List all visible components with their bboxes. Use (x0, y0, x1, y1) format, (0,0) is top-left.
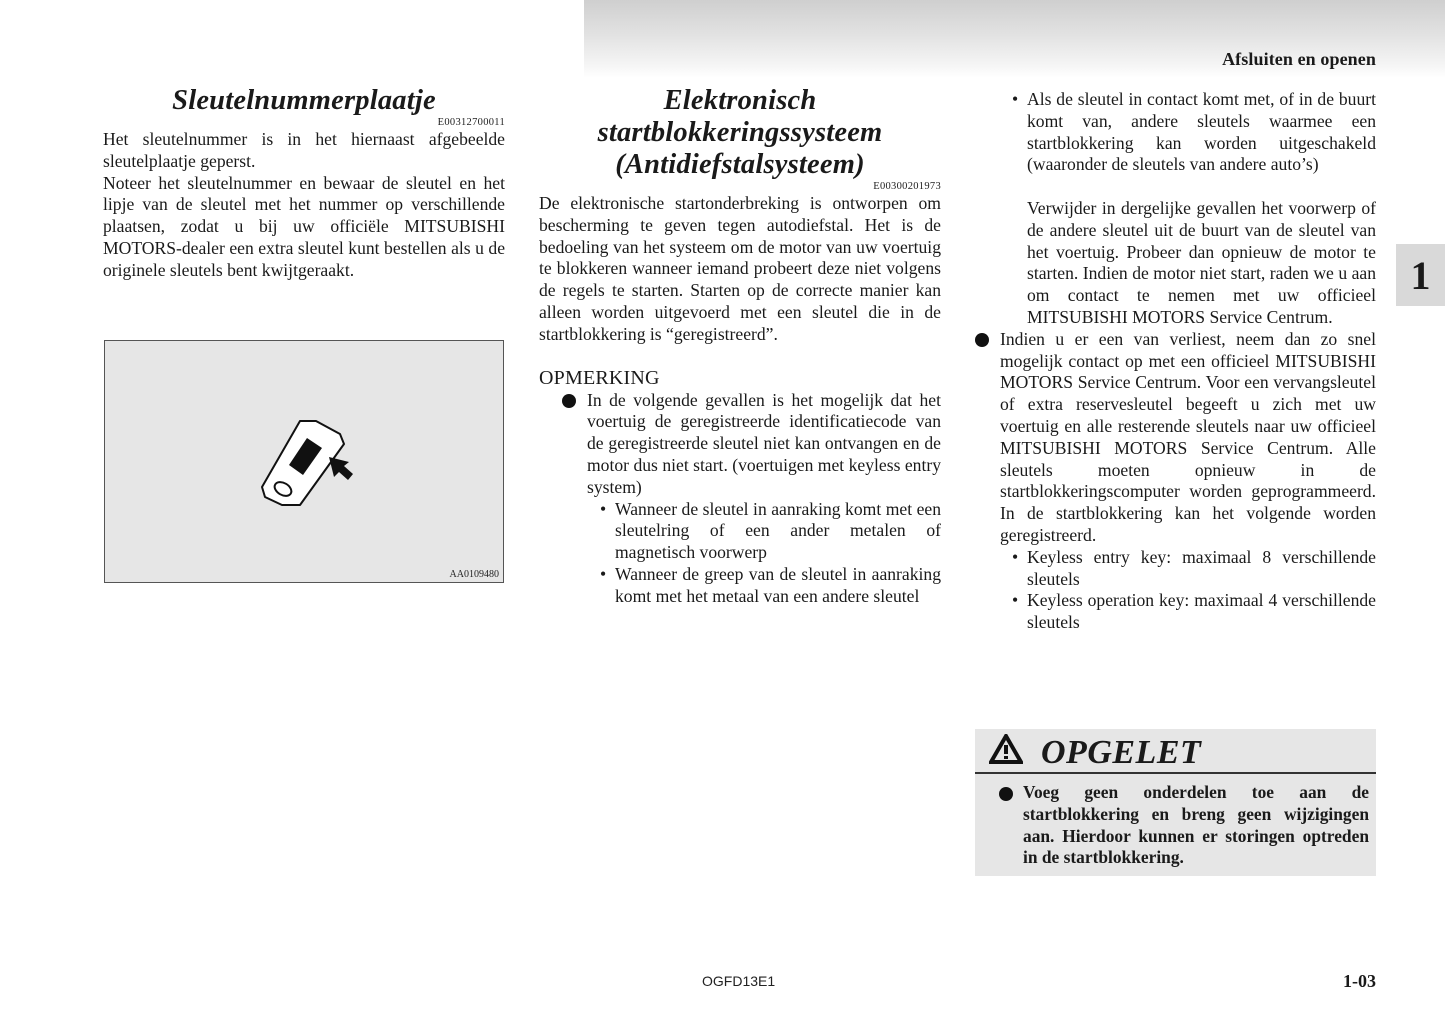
caution-header (975, 729, 1376, 774)
column-key-number-plate (103, 85, 505, 282)
bullet-icon: • (1012, 546, 1019, 567)
sub-item-text: Als de sleutel in contact komt met, of in de buurt komt van, andere sleutels waarmee een startblokkering kan worden uitgeschakeld (waaronder de sleutels van andere auto’s) (1027, 89, 1376, 175)
section-heading-key-number: Sleutelnummerplaatje (172, 85, 436, 116)
page-number: 1-03 (1343, 971, 1376, 991)
warning-triangle-icon (989, 734, 1023, 764)
bullet-icon: • (600, 563, 607, 584)
heading-line: startblokkeringssysteem (597, 117, 883, 148)
column-continued (1000, 89, 1376, 634)
caution-text: Voeg geen onderdelen toe aan de startblokkering en breng geen wijzigingen aan. Hierdoor kunnen er storingen optreden in de startblokkering. (1023, 782, 1369, 868)
note-heading: OPMERKING (539, 366, 660, 389)
caution-item (975, 774, 1376, 869)
note-sub-item (587, 499, 941, 564)
caution-title: OPGELET (1041, 733, 1202, 771)
bullet-dot-icon (975, 333, 989, 347)
column-immobilizer (539, 85, 941, 608)
sub-item-text: Wanneer de sleutel in aanraking komt met een sleutelring of een ander metalen of magnetisch voorwerp (615, 498, 941, 563)
section-heading-immobilizer (539, 85, 941, 181)
sub-item-text: Wanneer de greep van de sleutel in aanraking komt met het metaal van een andere sleutel (615, 563, 941, 606)
bullet-icon: • (1012, 89, 1019, 109)
paragraph: Het sleutelnummer is in het hiernaast afgebeelde sleutelplaatje geperst. (103, 129, 505, 171)
continued-paragraph: Verwijder in dergelijke gevallen het voorwerp of de andere sleutel uit de buurt van de sleutel van het voertuig. Probeer dan opnieuw de motor te starten. Indien de motor niet start, raden we u aan om contact te nemen met uw officieel MITSUBISHI MOTORS Service Centrum. (1027, 197, 1376, 327)
note-sub-item (977, 89, 1376, 176)
note-item (539, 390, 941, 608)
note-item-text: In de volgende gevallen is het mogelijk dat het voertuig de geregistreerde identificatiecode van de geregistreerde sleutel niet kan ontvangen en de motor dus niet start. (voertuigen met keyless entry system) (587, 389, 941, 497)
note-item-text: Indien u er een van verliest, neem dan zo snel mogelijk contact op met een officieel MITSUBISHI MOTORS Service Centrum. Voor een vervangsleutel of extra reservesleutel begeeft u zich met uw voertuig en alle resterende sleutels naar uw officieel MITSUBISHI MOTORS Service Centrum. Alle sleutels moeten opnieuw in de startblokkeringscomputer worden geprogrammeerd. In de startblokkering kan het volgende worden geregistreerd. (1000, 328, 1376, 545)
arrow-icon (329, 457, 353, 480)
chapter-number: 1 (1410, 252, 1431, 298)
heading-line: (Antidiefstalsysteem) (615, 149, 865, 180)
bullet-dot-icon (999, 787, 1013, 801)
intro-paragraph: De elektronische startonderbreking is ontworpen om bescherming te geven tegen autodiefstal. Het is de bedoeling van het systeem om de motor van uw voertuig te blokkeren wanneer iemand probeert deze niet volgens de regels te starten. Starten op de correcte manier kan alleen worden uitgevoerd met een sleutel die in de startblokkering is “geregistreerd”. (539, 193, 941, 344)
heading-line: Elektronisch (663, 85, 817, 116)
key-number-plate-illustration (260, 417, 360, 507)
note-sub-item (977, 590, 1376, 634)
paragraph: Noteer het sleutelnummer en bewaar de sleutel en het lipje van de sleutel met het nummer op verschillende plaatsen, zodat u bij uw officiële MITSUBISHI MOTORS-dealer een extra sleutel kunt bestellen als u de originele sleutels bent kwijtgeraakt. (103, 172, 505, 280)
bullet-dot-icon (562, 394, 576, 408)
section-title: Afsluiten en openen (1222, 49, 1376, 69)
section-code: E00312700011 (437, 117, 505, 128)
figure-code: AA0109480 (449, 569, 499, 580)
sub-item-text: Keyless entry key: maximaal 8 verschillende sleutels (1027, 546, 1376, 589)
bullet-icon: • (600, 498, 607, 519)
sub-item-text: Keyless operation key: maximaal 4 verschillende sleutels (1027, 590, 1376, 633)
note-item (977, 329, 1376, 547)
section-code: E00300201973 (873, 181, 941, 192)
chapter-tab[interactable] (1396, 244, 1445, 306)
note-sub-item (587, 564, 941, 608)
bullet-icon: • (1012, 590, 1019, 611)
key-plate-figure (104, 340, 504, 583)
caution-box (975, 729, 1376, 876)
document-code: OGFD13E1 (702, 973, 776, 989)
note-sub-item (977, 547, 1376, 591)
